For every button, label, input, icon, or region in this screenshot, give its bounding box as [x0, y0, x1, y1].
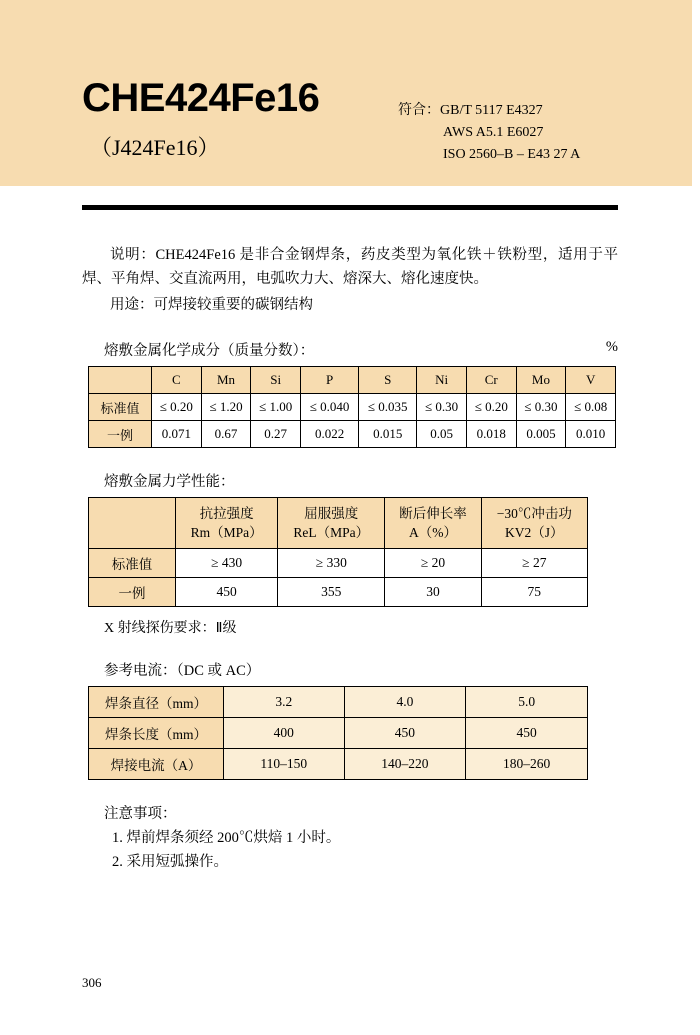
chem-row-1-label: 一例 — [89, 421, 152, 448]
standards-prefix: 符合： — [398, 103, 440, 118]
table-row — [89, 578, 588, 607]
table-row — [89, 498, 588, 549]
chem-row-0-cr: ≤ 0.20 — [466, 394, 516, 421]
standard-2: AWS A5.1 E6027 — [443, 125, 544, 140]
mech-col-tensile — [176, 498, 278, 549]
note-item-2: 2. 采用短弧操作。 — [112, 854, 228, 870]
chem-row-0-ni: ≤ 0.30 — [417, 394, 467, 421]
mech-table — [88, 497, 588, 607]
current-row-0-label: 焊条直径（mm） — [89, 687, 224, 718]
mech-row-1-impact: 75 — [481, 578, 587, 607]
document-body — [0, 215, 700, 874]
chem-table — [88, 366, 616, 448]
product-subtitle: （J424Fe16） — [90, 135, 220, 160]
standards-block — [398, 100, 580, 166]
mech-row-1-tensile: 450 — [176, 578, 278, 607]
chem-col-9: V — [566, 367, 616, 394]
current-row-2-v0: 110–150 — [224, 749, 345, 780]
table-row — [89, 549, 588, 578]
mech-corner-cell — [89, 498, 176, 549]
current-row-2-label: 焊接电流（A） — [89, 749, 224, 780]
table-row — [89, 421, 616, 448]
current-caption-text: 参考电流：（DC 或 AC） — [104, 663, 261, 679]
xray-requirement: X 射线探伤要求：Ⅱ级 — [104, 621, 237, 636]
chem-col-1: C — [152, 367, 202, 394]
chem-row-1-v: 0.010 — [566, 421, 616, 448]
use-text: 可焊接较重要的碳钢结构 — [153, 297, 313, 313]
header-divider — [82, 205, 618, 210]
chem-row-1-si: 0.27 — [251, 421, 301, 448]
chem-row-1-c: 0.071 — [152, 421, 202, 448]
chem-row-1-mn: 0.67 — [201, 421, 251, 448]
current-row-0-v2: 5.0 — [466, 687, 588, 718]
mech-col-impact-line1: −30℃冲击功 — [496, 506, 572, 521]
table-row — [89, 687, 588, 718]
mech-col-tensile-line1: 抗拉强度 — [199, 506, 254, 521]
chem-col-0 — [89, 367, 152, 394]
current-row-1-v2: 450 — [466, 718, 588, 749]
description-paragraph — [82, 243, 618, 291]
notes-section — [104, 802, 618, 874]
description-text: CHE424Fe16 是非合金钢焊条，药皮类型为氧化铁＋铁粉型，适用于平焊、平角焊、交直流两用，电弧吹力大、熔深大、熔化速度快。 — [82, 247, 619, 287]
chem-row-0-s: ≤ 0.035 — [359, 394, 417, 421]
chem-caption — [104, 339, 618, 360]
note-item-1: 1. 焊前焊条须经 200℃烘焙 1 小时。 — [112, 830, 341, 846]
table-row — [89, 718, 588, 749]
chem-col-5: S — [359, 367, 417, 394]
current-row-1-label: 焊条长度（mm） — [89, 718, 224, 749]
current-row-1-v0: 400 — [224, 718, 345, 749]
chem-col-2: Mn — [201, 367, 251, 394]
header-band — [0, 0, 700, 186]
mech-caption — [104, 470, 618, 491]
chem-col-6: Ni — [417, 367, 467, 394]
mech-col-elongation-line1: 断后伸长率 — [399, 506, 467, 521]
current-row-1-v1: 450 — [344, 718, 466, 749]
current-row-0-v0: 3.2 — [224, 687, 345, 718]
standards-row-2 — [398, 122, 580, 144]
notes-title: 注意事项： — [104, 806, 177, 822]
mech-col-elongation — [385, 498, 481, 549]
header-content — [0, 0, 700, 186]
mech-col-impact — [481, 498, 587, 549]
standard-3: ISO 2560–B – E43 27 A — [443, 147, 581, 162]
chem-row-0-p: ≤ 0.040 — [301, 394, 359, 421]
chem-row-0-v: ≤ 0.08 — [566, 394, 616, 421]
current-row-2-v1: 140–220 — [344, 749, 466, 780]
chem-row-0-label: 标准值 — [89, 394, 152, 421]
chem-table-wrap — [88, 366, 700, 448]
current-caption — [104, 659, 618, 680]
chem-caption-text: 熔敷金属化学成分（质量分数）： — [104, 343, 315, 359]
mech-caption-text: 熔敷金属力学性能： — [104, 474, 235, 490]
current-table-wrap — [88, 686, 700, 780]
mech-row-0-tensile: ≥ 430 — [176, 549, 278, 578]
chem-row-0-si: ≤ 1.00 — [251, 394, 301, 421]
current-table — [88, 686, 588, 780]
mech-col-tensile-line2: Rm（MPa） — [190, 525, 263, 540]
chem-col-8: Mo — [516, 367, 566, 394]
page-right-margin — [692, 0, 700, 1035]
chem-row-0-mo: ≤ 0.30 — [516, 394, 566, 421]
chem-row-1-p: 0.022 — [301, 421, 359, 448]
standards-row-3 — [398, 144, 580, 166]
mech-row-0-elongation: ≥ 20 — [385, 549, 481, 578]
chem-col-4: P — [301, 367, 359, 394]
use-paragraph — [82, 293, 618, 317]
current-row-0-v1: 4.0 — [344, 687, 466, 718]
chem-unit: % — [605, 339, 618, 355]
chem-row-1-ni: 0.05 — [417, 421, 467, 448]
chem-row-0-c: ≤ 0.20 — [152, 394, 202, 421]
chem-col-7: Cr — [466, 367, 516, 394]
mech-col-impact-line2: KV2（J） — [505, 525, 564, 540]
chem-col-3: Si — [251, 367, 301, 394]
product-title: CHE424Fe16 — [82, 76, 320, 120]
use-label: 用途： — [110, 297, 154, 313]
current-row-2-v2: 180–260 — [466, 749, 588, 780]
standard-1: GB/T 5117 E4327 — [440, 103, 543, 118]
page-number: 306 — [82, 975, 102, 990]
mech-table-wrap — [88, 497, 700, 607]
mech-row-0-label: 标准值 — [89, 549, 176, 578]
standards-row-1 — [398, 100, 580, 122]
table-row — [89, 367, 616, 394]
mech-col-yield-line1: 屈服强度 — [304, 506, 359, 521]
mech-row-1-yield: 355 — [278, 578, 385, 607]
chem-row-0-mn: ≤ 1.20 — [201, 394, 251, 421]
mech-row-0-impact: ≥ 27 — [481, 549, 587, 578]
chem-row-1-s: 0.015 — [359, 421, 417, 448]
mech-col-elongation-line2: A（%） — [409, 525, 457, 540]
mech-col-yield-line2: ReL（MPa） — [293, 525, 370, 540]
mech-row-0-yield: ≥ 330 — [278, 549, 385, 578]
table-row — [89, 394, 616, 421]
chem-row-1-cr: 0.018 — [466, 421, 516, 448]
chem-row-1-mo: 0.005 — [516, 421, 566, 448]
mech-row-1-elongation: 30 — [385, 578, 481, 607]
mech-col-yield — [278, 498, 385, 549]
mech-row-1-label: 一例 — [89, 578, 176, 607]
description-label: 说明： — [110, 247, 156, 263]
table-row — [89, 749, 588, 780]
